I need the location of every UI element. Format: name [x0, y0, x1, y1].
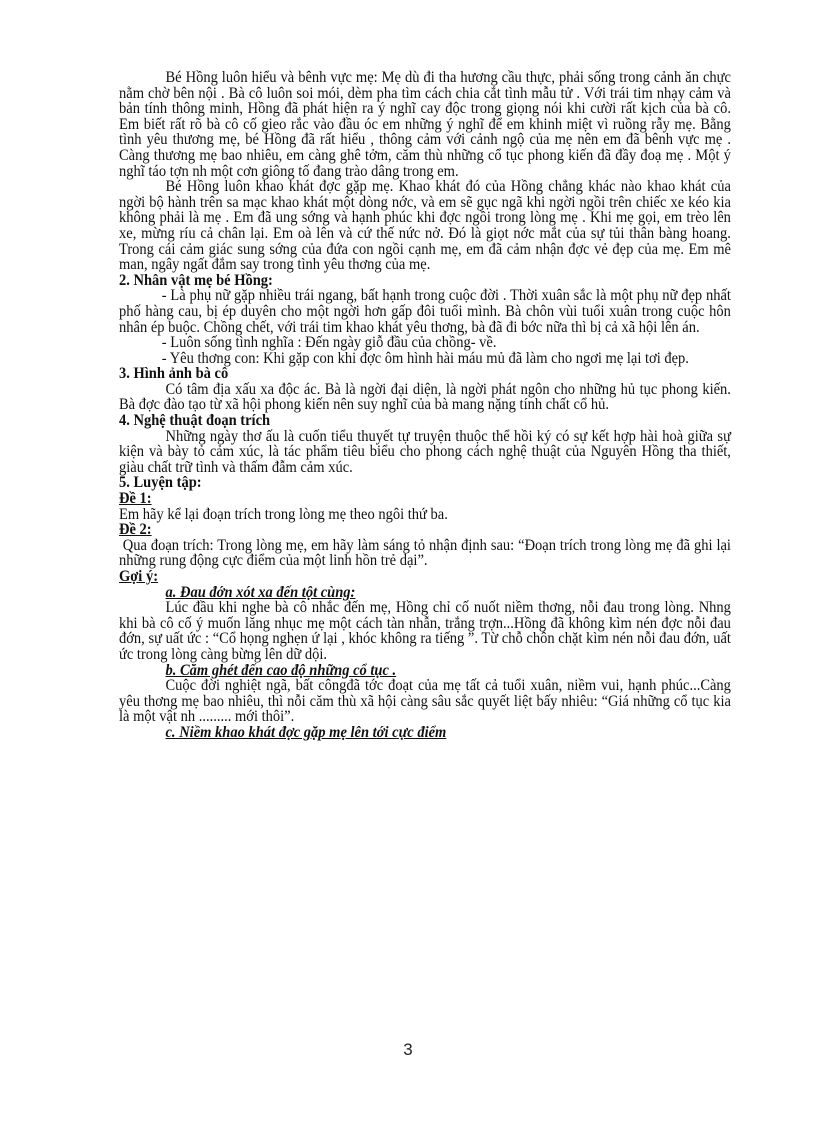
section-heading: 4. Nghệ thuật đoạn trích — [119, 412, 271, 430]
label-heading: Gợi ý: — [119, 568, 159, 585]
paragraph: Bé Hồng luôn khao khát đợc gặp mẹ. Khao khát đó của Hồng chẳng khác nào khao khát của ngời bộ hành trên sa mạc khao khát một dòng nớc, và em sẽ gục ngã khi ngời ngồi trên chiếc xe kéo kia không phải là mẹ . Em đã ung sớng và hạnh phúc khi đợc ngồi trong lòng mẹ . Khi mẹ gọi, em trèo lên xe, mừng ríu cả chân lại. Em oà lên và cứ thế nức nở. Đó là giọt nớc mắt của sự tủi thân bàng hoang. Trong cái cảm giác sung sớng của đứa con ngồi cạnh mẹ, em đã cảm nhận đợc vẻ đẹp của mẹ. Em mê man, ngây ngất đắm say trong tình yêu thơng của mẹ. — [119, 178, 731, 274]
paragraph: Lúc đầu khi nghe bà cô nhắc đến mẹ, Hồng chỉ cố nuốt niềm thơng, nỗi đau trong lòng. Nhng khi bà cô cố ý muốn lăng nhục mẹ một cách tàn nhẫn, trắng trợn...Hồng đã không kìm nén đợc nỗi đau đớn, sự uất ức : “Cổ họng nghẹn ứ lại , khóc không ra tiếng ”. Từ chỗ chôn chặt kìm nén nỗi đau đớn, uất ức trong lòng càng bừng lên dữ dội. — [119, 599, 731, 663]
section-heading: 2. Nhân vật mẹ bé Hồng: — [119, 271, 273, 289]
paragraph: Bé Hồng luôn hiểu và bênh vực mẹ: Mẹ dù đi tha hương cầu thực, phải sống trong cảnh ăn chực nằm chờ bên nội . Bà cô luôn soi mói, dèm pha tìm cách chia cắt tình mẫu tử . Với trái tim nhạy cảm và bản tính thông minh, Hồng đã phát hiện ra ý nghĩ cay độc trong giọng nói khi cười rất kịch của bà cô. Em biết rất rõ bà cô cố gieo rắc vào đầu óc em những ý nghĩ để em khinh miệt vì ruồng rẫy mẹ. Bằng tình yêu thương mẹ, bé Hồng đã rất hiểu , thông cảm với cảnh ngộ của mẹ nên em đã bênh vực mẹ . Càng thương mẹ bao nhiêu, em càng ghê tởm, căm thù những cổ tục phong kiến đã đầy đoạ mẹ . Một ý nghĩ táo tợn nh một cơn giông tố đang trào dâng trong em. — [119, 69, 731, 180]
document-body — [119, 70, 731, 741]
paragraph: - Yêu thơng con: Khi gặp con khi đợc ôm hình hài máu mủ đã làm cho ngơi mẹ lại tơi đẹp. — [161, 349, 689, 367]
paragraph: - Là phụ nữ gặp nhiều trái ngang, bất hạnh trong cuộc đời . Thời xuân sắc là một phụ nữ đẹp nhất phố hàng cau, bị ép duyên cho một ngời hơn gấp đôi tuổi mình. Bà chôn vùi tuổi xuân trong cuộc hôn nhân ép buộc. Chồng chết, với trái tim khao khát yêu thơng, bà đã đi bớc nữa thì bị cả xã hội lên án. — [119, 287, 731, 336]
label-heading: Đề 1: — [119, 490, 152, 508]
page-number: 3 — [403, 1040, 413, 1059]
paragraph: - Luôn sống tình nghĩa : Đến ngày giỗ đầu của chồng- về. — [161, 334, 497, 352]
section-heading: 5. Luyện tập: — [119, 474, 202, 492]
section-heading: 3. Hình ảnh bà cô — [119, 365, 229, 383]
paragraph: Cuộc đời nghiệt ngã, bất côngđã tớc đoạt của mẹ tất cả tuổi xuân, niềm vui, hạnh phúc...Càng yêu thơng mẹ bao nhiêu, thì nỗi căm thù xã hội càng sâu sắc quyết liệt bấy nhiêu: “Giá những cổ tục kia là một vật nh ......... mới thôi”. — [119, 677, 731, 726]
paragraph: Có tâm địa xấu xa độc ác. Bà là ngời đại diện, là ngời phát ngôn cho những hủ tục phong kiến. Bà đợc đào tạo từ xã hội phong kiến nên suy nghĩ của bà mang nặng tính chất cổ hủ. — [119, 380, 731, 414]
label-heading: Đề 2: — [119, 521, 152, 539]
sub-heading: b. Căm ghét đến cao độ những cổ tục . — [165, 661, 397, 679]
paragraph: Em hãy kể lại đoạn trích trong lòng mẹ theo ngôi thứ ba. — [119, 505, 448, 523]
sub-heading: c. Niềm khao khát đợc gặp mẹ lên tới cực điểm — [165, 723, 447, 741]
sub-heading: a. Đau đớn xót xa đến tột cùng: — [165, 583, 356, 601]
paragraph: Qua đoạn trích: Trong lòng mẹ, em hãy làm sáng tỏ nhận định sau: “Đoạn trích trong lòng mẹ đã ghi lại những rung động cực điểm của một linh hồn trẻ dại”. — [119, 536, 731, 570]
paragraph: Những ngày thơ ấu là cuốn tiểu thuyết tự truyện thuộc thể hồi ký có sự kết hợp hài hoà giữa sự kiện và bày tỏ cảm xúc, là tác phẩm tiêu biểu cho phong cách nghệ thuật của Nguyên Hồng tha thiết, giàu chất trữ tình và thấm đẫm cảm xúc. — [119, 427, 731, 476]
